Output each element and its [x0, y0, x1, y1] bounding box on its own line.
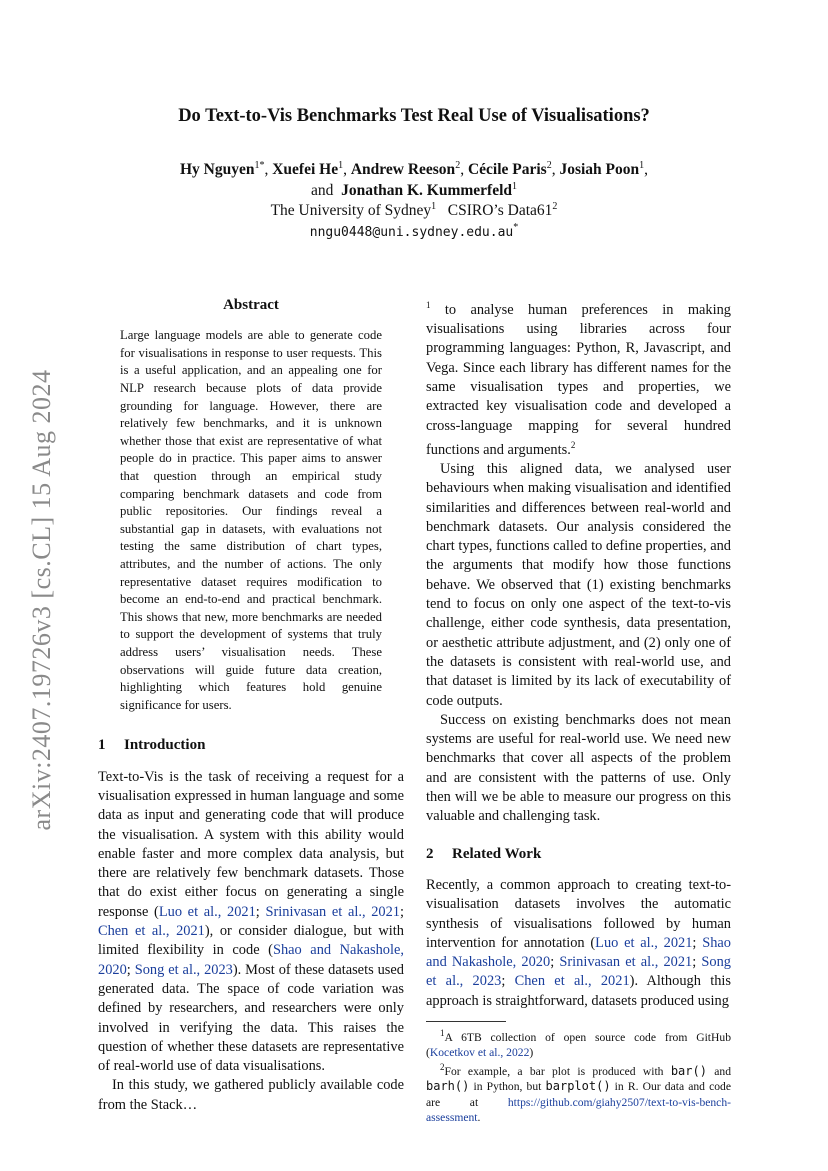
affiliation-1: The University of Sydney	[270, 202, 432, 220]
affiliation-mark: 2	[546, 160, 552, 171]
author-name: Jonathan K. Kummerfeld	[341, 182, 513, 200]
citation-link[interactable]: Kocetkov et al., 2022	[429, 1046, 530, 1060]
footnote-rule	[426, 1021, 506, 1022]
body-text: In this study, we gathered publicly available code from the Stack	[98, 1077, 404, 1113]
body-text: ). Although this approach is straightforward, datasets produced using	[426, 973, 731, 1009]
separator: ;	[501, 973, 515, 990]
footnote-text: For example, a bar plot is produced with	[444, 1065, 671, 1079]
arxiv-id: arXiv:2407.19726v3 [cs.CL] 15 Aug 2024	[27, 369, 56, 831]
affiliation-mark: 2	[455, 160, 461, 171]
citation-link[interactable]: Luo et al., 2021	[158, 903, 256, 920]
repository-link[interactable]: https://github.com/giahy2507/text-to-vis-bench-assessment	[426, 1095, 731, 1124]
separator: ;	[400, 903, 404, 920]
inline-code: barh()	[426, 1079, 470, 1094]
citation-link[interactable]: Srinivasan et al., 2021	[559, 954, 693, 971]
abstract-text: Large language models are able to generate code for visualisations in response to user requests. This is a useful application, and an appealing one for NLP research because plots of data provide grounding for language. However, there are relatively few benchmarks, and it is unknown whether those that exist are representative of what people do in practice. This paper aims to answer that question through an empirical study comparing benchmark datasets and code from public repositories. Our findings reveal a substantial gap in datasets, with evaluations not testing the same distribution of chart types, attributes, and the number of actions. The only representative dataset requires modification to become an end-to-end and practical benchmark. This shows that new, more benchmarks are needed to support the development of systems that truly address users’ visualisation needs. These observations will guide future data creation, highlighting which features hold genuine significance for users.	[120, 328, 382, 712]
author-email[interactable]: nngu0448@uni.sydney.edu.au	[309, 225, 514, 241]
separator: ;	[550, 954, 560, 971]
citation-link[interactable]: Shao and Nakashole, 2020	[98, 942, 404, 978]
inline-code: barplot()	[545, 1079, 611, 1094]
citation-link[interactable]: Luo et al., 2021	[595, 934, 693, 951]
separator: ;	[126, 961, 135, 978]
intro-paragraph-1	[98, 768, 404, 1077]
arxiv-identifier-sidebar	[22, 350, 62, 850]
footnote-text: .	[477, 1110, 481, 1124]
affiliation-mark: 2	[552, 201, 558, 212]
author-name: Hy Nguyen	[179, 161, 255, 179]
affiliation-mark: 1	[512, 181, 518, 192]
body-text: ). Most of these datasets used generated data. The space of code variation was defined by researchers, and researchers were only involved in verifying the data. This raises the question of whether these datasets are representative of real-world use of data visualisations.	[98, 961, 404, 1075]
author-name: Andrew Reeson	[350, 161, 456, 179]
citation-link[interactable]: Song et al., 2023	[426, 954, 731, 990]
citation-link[interactable]: Chen et al., 2021	[98, 923, 205, 940]
right-column	[426, 296, 731, 1125]
citation-link[interactable]: Srinivasan et al., 2021	[265, 903, 400, 920]
separator: ;	[255, 903, 266, 920]
section-number: 2	[426, 845, 434, 862]
footnote-text: and	[706, 1065, 731, 1079]
author-name: Cécile Paris	[467, 161, 547, 179]
citation-link[interactable]: Chen et al., 2021	[514, 973, 630, 990]
body-text: to analyse human preferences in making visualisations using libraries across four programming languages: Python, R, Javascript, and Vega. Since each library has different names for the same visualisation types and properties, we extracted key visualisation code and developed a cross-language mapping for several hundred functions and arguments.	[426, 301, 731, 458]
author-name: Josiah Poon	[559, 161, 640, 179]
affiliation-mark: 1	[431, 201, 437, 212]
email-mark: *	[513, 222, 519, 233]
footnote-number: 1	[440, 1027, 445, 1038]
paper-title: Do Text-to-Vis Benchmarks Test Real Use of Visualisations?	[178, 106, 650, 126]
footnote-marker[interactable]: 2	[570, 439, 576, 450]
affiliation-2: CSIRO’s Data61	[447, 202, 553, 220]
intro-paragraph-3: Using this aligned data, we analysed user behaviours when making visualisation and identified similarities and differences between real-world and benchmark datasets. Our analysis considered the chart types, functions called to define properties, and the arguments that modify how those functions behave. We observed that (1) existing benchmarks tend to focus on only one aspect of the text-to-vis challenge, either code synthesis, data presentation, or aesthetic attribute adjustment, and (2) only one of the datasets is consistent with real-world use, and that dataset is limited by its lack of executability of code outputs.	[426, 460, 731, 709]
related-work-paragraph	[426, 876, 731, 1011]
left-column	[98, 296, 404, 1115]
citation-link[interactable]: Song et al., 2023	[134, 961, 233, 978]
author-line-1: Hy Nguyen$^{1*}$, Xuefei He$^1$, Andrew Reeson$^2$, Cécile Paris$^2$, Josiah Poon$^1$,	[179, 160, 649, 179]
section-number: 1	[98, 737, 106, 754]
abstract-title: Abstract	[223, 297, 279, 313]
section-heading-related-work	[426, 845, 731, 864]
footnote-text: in Python, but	[469, 1080, 546, 1094]
footnote-text: in R. Our data and code are at	[426, 1080, 731, 1109]
separator: ;	[692, 934, 703, 951]
inline-code: bar()	[670, 1064, 707, 1079]
section-title: Related Work	[452, 845, 542, 862]
intro-paragraph-4: Success on existing benchmarks does not mean systems are useful for real-world use. We need new benchmarks that cover all aspects of the problem and are consistent with the patterns of use. Only then will we be able to measure our progress on this valuable and challenging task.	[426, 711, 731, 825]
affiliations	[0, 201, 828, 220]
email-line	[0, 222, 828, 241]
intro-paragraph-2-start: In this study, we gathered publicly available code from the Stack…	[98, 1077, 404, 1113]
citation-link[interactable]: Shao and Nakashole, 2020	[426, 934, 731, 971]
footnote-text: A 6TB collection of open source code from GitHub (	[426, 1030, 731, 1060]
affiliation-mark: 1	[639, 160, 645, 171]
footnote-marker[interactable]: 1	[426, 300, 431, 310]
footnote-text: )	[529, 1046, 534, 1060]
footnote-number: 2	[440, 1062, 445, 1073]
author-line-2	[0, 181, 828, 200]
separator: ;	[692, 954, 702, 971]
section-heading-introduction	[98, 736, 404, 755]
section-title: Introduction	[124, 737, 206, 754]
body-text: Recently, a common approach to creating text-to-visualisation datasets involves the automatic synthesis of visualisations followed by human intervention for annotation (	[426, 876, 731, 951]
affiliation-mark: 1*	[254, 160, 265, 171]
intro-paragraph-2-cont	[426, 296, 731, 460]
author-name: Xuefei He	[272, 161, 339, 179]
footnote-2	[426, 1060, 731, 1125]
body-text: ), or consider dialogue, but with limited flexibility in code (	[98, 923, 404, 959]
body-text: Text-to-Vis is the task of receiving a request for a visualisation expressed in human language and some data as input and generating code that will produce the visualisation. A system with this ability would enable faster and more complex data analysis, but there are relatively few benchmark datasets. Those that do exist either focus on generating a single response (	[98, 768, 404, 920]
footnote-1	[426, 1026, 731, 1060]
affiliation-mark: 1	[338, 160, 344, 171]
and-word: and	[310, 182, 334, 200]
